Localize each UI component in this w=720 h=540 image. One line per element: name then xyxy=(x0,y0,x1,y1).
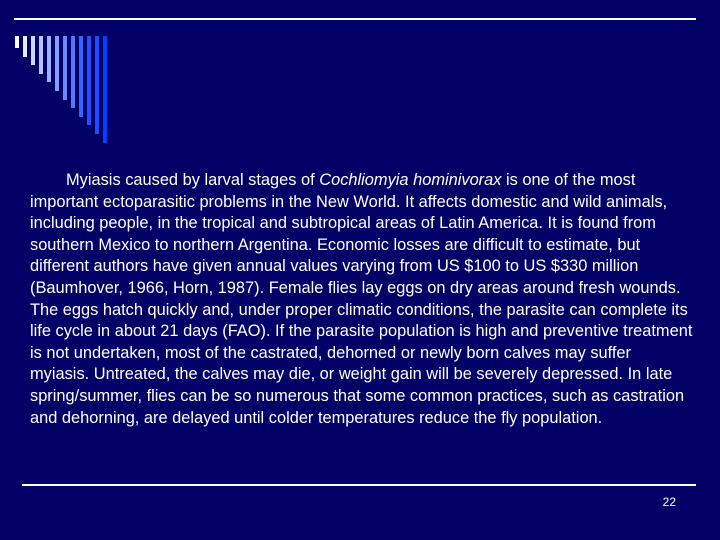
decorative-bar xyxy=(71,36,75,108)
body-paragraph xyxy=(30,170,694,429)
decorative-bar xyxy=(63,36,67,100)
decorative-bar xyxy=(39,36,43,74)
bottom-rule xyxy=(22,484,696,486)
top-rule xyxy=(14,18,696,20)
species-name: Cochliomyia hominivorax xyxy=(319,171,502,189)
decorative-bar xyxy=(103,36,107,143)
decorative-bar xyxy=(95,36,99,134)
decorative-bar xyxy=(31,36,35,65)
paragraph-text-rest: is one of the most important ectoparasitic problems in the New World. It affects domestic and wild animals, including people, in the tropical and subtropical areas of Latin America. It is found from southern Mexico to northern Argentina. Economic losses are difficult to estimate, but different authors have given annual values varying from US $100 to US $330 million (Baumhover, 1966, Horn, 1987). Female flies lay eggs on dry areas around fresh wounds. The eggs hatch quickly and, under proper climatic conditions, the parasite can complete its life cycle in about 21 days (FAO). If the parasite population is high and preventive treatment is not undertaken, most of the castrated, dehorned or newly born calves may suffer myiasis. Untreated, the calves may die, or weight gain will be severely depressed. In late spring/summer, flies can be so numerous that some common practices, such as castration and dehorning, are delayed until colder temperatures reduce the fly population. xyxy=(30,171,693,427)
decorative-bar xyxy=(55,36,59,91)
decorative-bar xyxy=(23,36,27,57)
decorative-bar xyxy=(47,36,51,82)
decorative-bar xyxy=(79,36,83,117)
decorative-bar xyxy=(87,36,91,125)
page-number: 22 xyxy=(662,495,676,509)
paragraph-text-start: Myiasis caused by larval stages of xyxy=(66,171,320,189)
decorative-bar xyxy=(15,36,19,48)
